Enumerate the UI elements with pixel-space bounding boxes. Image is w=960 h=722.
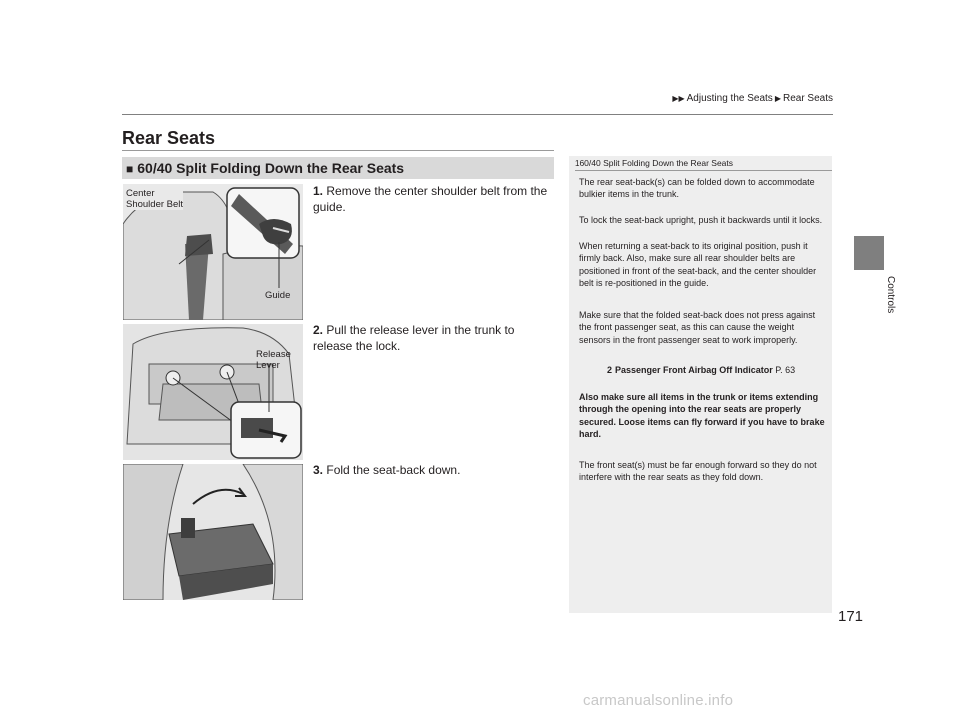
chapter-tab (854, 236, 884, 270)
callout-text: Shoulder Belt (126, 199, 184, 210)
title-divider (122, 150, 554, 151)
page-title: Rear Seats (122, 128, 216, 148)
section-heading-text: 60/40 Split Folding Down the Rear Seats (137, 160, 405, 176)
cross-reference-icon: 2 (607, 365, 613, 375)
callout-center-shoulder-belt (126, 188, 183, 210)
notes-divider (575, 170, 832, 171)
breadcrumb (0, 93, 833, 104)
figure-release-lever (123, 324, 303, 460)
callout-text: Release (256, 349, 291, 360)
note-paragraph: The rear seat-back(s) can be folded down to accommodate bulkier items in the trunk. (579, 177, 815, 200)
callout-text: Center (126, 188, 155, 199)
step-text: Pull the release lever in the trunk to release the lock. (313, 323, 515, 353)
section-heading (126, 160, 404, 176)
chapter-label: Controls (885, 276, 896, 314)
header-divider (122, 114, 833, 115)
step-text: Remove the center shoulder belt from the guide. (313, 184, 548, 214)
step-number: 2. (313, 323, 324, 337)
step-number: 1. (313, 184, 324, 198)
note-paragraph: Make sure that the folded seat-back does not press against the front passenger seat, as this can cause the weight sensors in the front passenger seat to work improperly. (579, 310, 816, 345)
page-number: 171 (838, 608, 864, 625)
section-square-icon: ■ (126, 162, 134, 176)
callout-release-lever (256, 349, 291, 371)
note-marker-icon: 1 (575, 159, 580, 168)
trunk-illustration (123, 324, 303, 460)
callout-guide: Guide (265, 290, 291, 301)
step-1 (313, 183, 557, 215)
step-text: Fold the seat-back down. (326, 463, 461, 477)
note-warning-text: Also make sure all items in the trunk or items extending through the opening into the rear seats are properly secured. Loose items can fly forward if you have to brake hard. (579, 392, 825, 440)
breadcrumb-arrow-icon: ▶▶ (672, 94, 685, 103)
step-number: 3. (313, 463, 324, 477)
cross-reference-title[interactable]: Passenger Front Airbag Off Indicator (615, 365, 773, 375)
callout-text: Lever (256, 360, 280, 371)
folded-seat-illustration (123, 464, 303, 600)
breadcrumb-arrow-icon: ▶ (774, 94, 781, 103)
figure-fold-seat-back (123, 464, 303, 600)
note-paragraph: To lock the seat-back upright, push it backwards until it locks. (579, 215, 823, 225)
breadcrumb-item-adjusting-seats: Adjusting the Seats (686, 93, 773, 104)
step-2 (313, 322, 557, 354)
cross-reference-line (579, 364, 827, 376)
notes-heading-text: 60/40 Split Folding Down the Rear Seats (579, 158, 734, 168)
breadcrumb-item-rear-seats: Rear Seats (782, 93, 833, 104)
note-paragraph: When returning a seat-back to its original position, push it firmly back. Also, make sure all rear shoulder belts are positioned in front of the seat-back, and the center shoulder belt is re-positioned in the guide. (579, 241, 817, 289)
note-paragraph: The front seat(s) must be far enough forward so they do not interfere with the rear seats as they fold down. (579, 460, 817, 483)
watermark: carmanualsonline.info (583, 692, 734, 709)
notes-heading (575, 158, 733, 168)
cross-reference (579, 364, 827, 376)
step-3 (313, 462, 557, 478)
note-warning (579, 391, 827, 441)
cross-reference-page[interactable]: P. 63 (775, 365, 796, 375)
